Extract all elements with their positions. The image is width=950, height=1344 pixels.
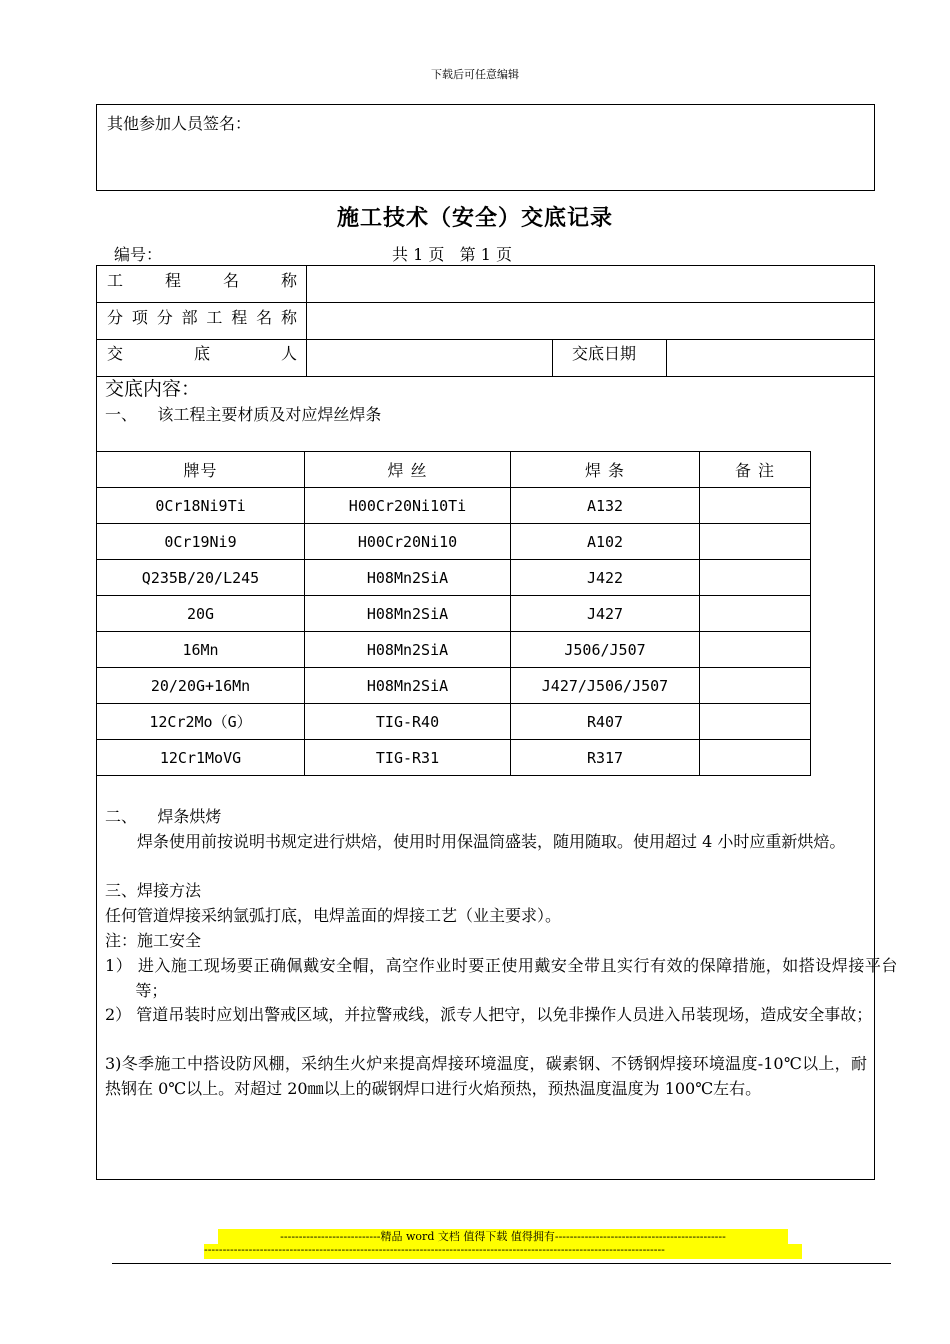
header-note: 下载后可任意编辑 xyxy=(431,68,519,81)
cell-wire: H08Mn2SiA xyxy=(305,596,511,632)
cell-remark xyxy=(700,596,811,632)
note-item-3: 3)冬季施工中搭设防风棚，采纳生火炉来提高焊接环境温度，碳素钢、不锈钢焊接环境温度-10℃以上，耐热钢在 0℃以上。对超过 20㎜以上的碳钢焊口进行火焰预热，预热温度温度为 100℃左右。 xyxy=(105,1054,867,1098)
cell-grade: 12Cr2Mo（G） xyxy=(97,704,305,740)
cell-remark xyxy=(700,704,811,740)
page-title: 施工技术（安全）交底记录 xyxy=(336,205,613,231)
cell-electrode: J506/J507 xyxy=(511,632,700,668)
cell-remark xyxy=(700,560,811,596)
footer-banner: ---------------------------精品 word 文档 值得下载 值得拥有---------------------------------------------- xyxy=(218,1229,788,1244)
table-row xyxy=(97,704,811,740)
number-label: 编号： xyxy=(114,245,163,264)
page-count: 共 1 页 第 1 页 xyxy=(392,245,512,264)
cell-electrode: J427 xyxy=(511,596,700,632)
header-electrode: 焊 条 xyxy=(511,452,700,488)
cell-remark xyxy=(700,668,811,704)
cell-electrode: R407 xyxy=(511,704,700,740)
cell-wire: H08Mn2SiA xyxy=(305,668,511,704)
cell-grade: 20/20G+16Mn xyxy=(97,668,305,704)
cell-electrode: A132 xyxy=(511,488,700,524)
footer-rule xyxy=(112,1263,891,1264)
section3-text: 任何管道焊接采纳氩弧打底，电焊盖面的焊接工艺（业主要求）。 xyxy=(105,906,562,925)
cell-wire: TIG-R31 xyxy=(305,740,511,776)
section3-title: 三、焊接方法 xyxy=(105,881,202,900)
section1-title: 一、 该工程主要材质及对应焊丝焊条 xyxy=(105,405,382,424)
cell-electrode: A102 xyxy=(511,524,700,560)
table-row xyxy=(97,488,811,524)
cell-electrode: R317 xyxy=(511,740,700,776)
header-wire: 焊 丝 xyxy=(305,452,511,488)
sub-project-name-label: 分项分部工程名称 xyxy=(107,308,297,327)
footer-dashes: ---------------------------------------------------------------------------------------------------------------------------- xyxy=(204,1244,802,1259)
cell-electrode: J422 xyxy=(511,560,700,596)
table-row xyxy=(97,596,811,632)
signature-label: 其他参加人员签名： xyxy=(107,114,252,133)
cell-wire: H00Cr20Ni10 xyxy=(305,524,511,560)
cell-electrode: J427/J506/J507 xyxy=(511,668,700,704)
cell-remark xyxy=(700,488,811,524)
table-row xyxy=(97,632,811,668)
cell-grade: 0Cr19Ni9 xyxy=(97,524,305,560)
header-grade: 牌号 xyxy=(97,452,305,488)
cell-remark xyxy=(700,524,811,560)
cell-grade: 16Mn xyxy=(97,632,305,668)
presenter-label: 交 底 人 xyxy=(107,344,297,363)
cell-grade: 0Cr18Ni9Ti xyxy=(97,488,305,524)
project-name-label: 工 程 名 称 xyxy=(107,271,297,290)
table-row xyxy=(97,560,811,596)
materials-table xyxy=(96,451,811,776)
date-label: 交底日期 xyxy=(572,344,637,363)
cell-grade: 12Cr1MoVG xyxy=(97,740,305,776)
cell-grade: Q235B/20/L245 xyxy=(97,560,305,596)
cell-wire: TIG-R40 xyxy=(305,704,511,740)
note-title: 注：施工安全 xyxy=(105,931,202,950)
cell-remark xyxy=(700,632,811,668)
cell-grade: 20G xyxy=(97,596,305,632)
table-header-row xyxy=(97,452,811,488)
table-row xyxy=(97,524,811,560)
cell-wire: H08Mn2SiA xyxy=(305,632,511,668)
cell-remark xyxy=(700,740,811,776)
signature-box xyxy=(96,104,875,191)
note-item-2: 2） 管道吊装时应划出警戒区域，并拉警戒线，派专人把守，以免非操作人员进入吊装现场，造成安全事故； xyxy=(105,1005,873,1024)
note-item-1: 1） 进入施工现场要正确佩戴安全帽，高空作业时要正使用戴安全带且实行有效的保障措施，如搭设焊接平台等； xyxy=(105,956,898,1000)
cell-wire: H08Mn2SiA xyxy=(305,560,511,596)
content-heading: 交底内容： xyxy=(105,378,201,400)
section2-title: 二、 焊条烘烤 xyxy=(105,807,222,826)
header-remark: 备 注 xyxy=(700,452,811,488)
section2-text: 焊条使用前按说明书规定进行烘焙，使用时用保温筒盛装，随用随取。使用超过 4 小时应重新烘焙。 xyxy=(137,832,846,851)
table-row xyxy=(97,740,811,776)
cell-wire: H00Cr20Ni10Ti xyxy=(305,488,511,524)
table-row xyxy=(97,668,811,704)
